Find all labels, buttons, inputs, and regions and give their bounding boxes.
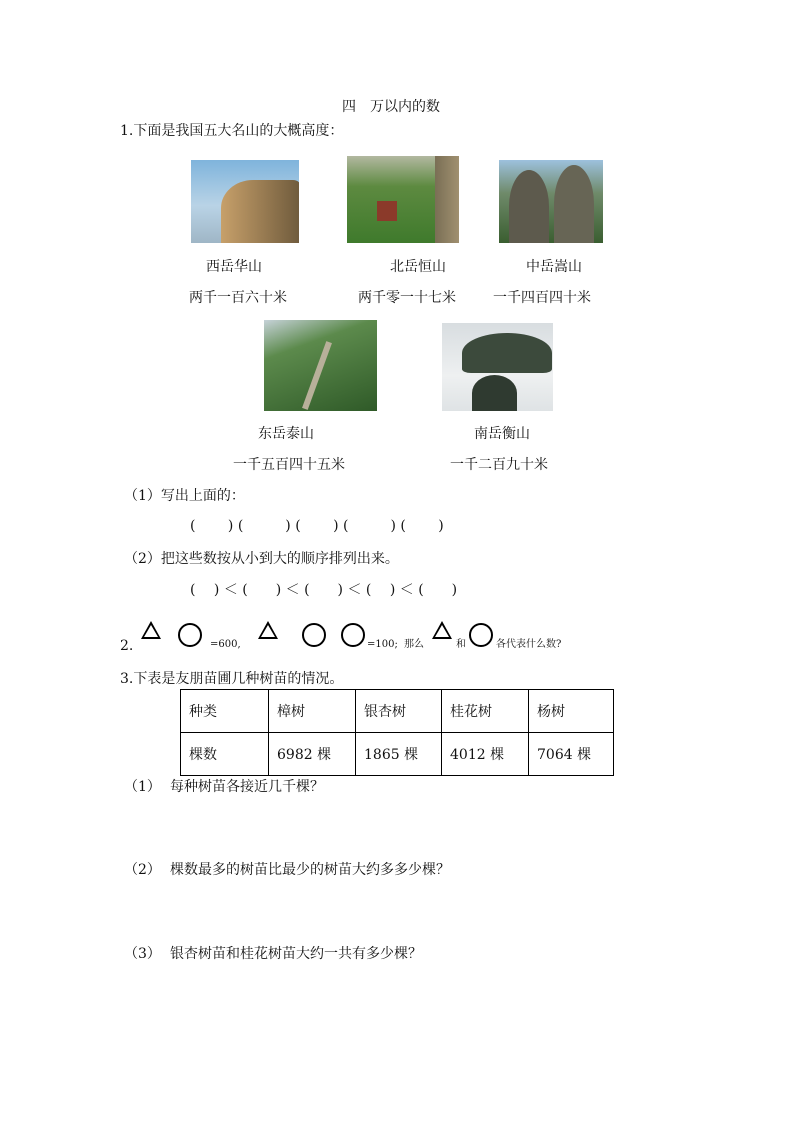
circle-icon: [469, 623, 493, 647]
circle-icon: [341, 623, 365, 647]
table-cell: 7064 棵: [529, 733, 614, 776]
seedling-table: [180, 689, 614, 776]
mountain-name: 东岳泰山: [258, 426, 314, 442]
q1-sub2-blanks[interactable]: ( ) ＜ ( ) ＜ ( ) ＜ ( ) ＜ ( ): [190, 582, 458, 598]
mountain-name: 西岳华山: [206, 259, 262, 275]
mountain-height: 一千二百九十米: [450, 457, 548, 473]
q3-sub-number: （2）: [124, 862, 161, 878]
table-cell: 樟树: [269, 690, 356, 733]
triangle-icon: [141, 621, 161, 639]
mountain-height: 两千零一十七米: [358, 290, 456, 306]
q1-prompt: 1.下面是我国五大名山的大概高度：: [120, 123, 344, 139]
q2-and: 和: [456, 639, 466, 650]
q3-sub-text: 棵数最多的树苗比最少的树苗大约多多少棵？: [170, 862, 450, 878]
mountain-name: 南岳衡山: [474, 426, 530, 442]
table-cell: 种类: [181, 690, 269, 733]
table-cell: 棵数: [181, 733, 269, 776]
triangle-icon: [258, 621, 278, 639]
table-row: [181, 733, 614, 776]
q3-sub-text: 银杏树苗和桂花树苗大约一共有多少棵？: [170, 946, 422, 962]
q2-then: 那么: [404, 639, 424, 650]
q3-sub-text: 每种树苗各接近几千棵？: [170, 779, 324, 795]
q1-sub2: （2）把这些数按从小到大的顺序排列出来。: [124, 551, 399, 567]
q2-ask: 各代表什么数?: [496, 639, 562, 650]
circle-icon: [302, 623, 326, 647]
huashan-photo: [191, 160, 299, 243]
q1-sub1-blanks[interactable]: ( ) ( ) ( ) ( ) ( ): [190, 518, 444, 534]
table-cell: 6982 棵: [269, 733, 356, 776]
q3-sub-number: （3）: [124, 946, 161, 962]
table-cell: 杨树: [529, 690, 614, 733]
table-cell: 1865 棵: [356, 733, 442, 776]
table-row: [181, 690, 614, 733]
table-cell: 银杏树: [356, 690, 442, 733]
q3-prompt: 3.下表是友朋苗圃几种树苗的情况。: [120, 671, 344, 687]
table-cell: 4012 棵: [442, 733, 529, 776]
table-cell: 桂花树: [442, 690, 529, 733]
mountain-height: 两千一百六十米: [189, 290, 287, 306]
q1-sub1: （1）写出上面的：: [124, 488, 245, 504]
hengshan-south-photo: [442, 323, 553, 411]
mountain-height: 一千四百四十米: [493, 290, 591, 306]
mountain-name: 北岳恒山: [390, 259, 446, 275]
circle-icon: [178, 623, 202, 647]
q2-number: 2.: [120, 638, 134, 654]
q2-eq2: =100;: [367, 639, 398, 650]
taishan-photo: [264, 320, 377, 411]
triangle-icon: [432, 621, 452, 639]
songshan-photo: [499, 160, 603, 243]
hengshan-photo: [347, 156, 459, 243]
page-title: 四 万以内的数: [342, 99, 440, 115]
mountain-name: 中岳嵩山: [526, 259, 582, 275]
q2-eq1: =600,: [210, 639, 241, 650]
mountain-height: 一千五百四十五米: [233, 457, 345, 473]
q3-sub-number: （1）: [124, 779, 161, 795]
